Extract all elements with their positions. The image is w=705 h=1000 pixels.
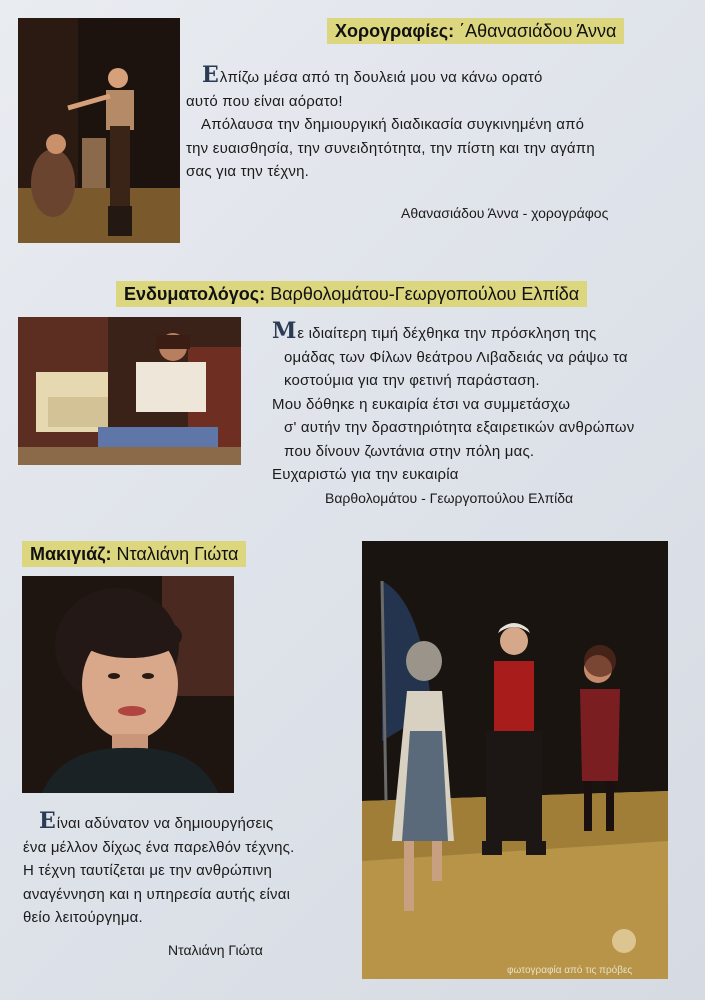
costumes-dropcap: Μ: [272, 318, 298, 344]
choreography-line: αυτό που είναι αόρατο!: [186, 92, 343, 110]
costumes-role: Ενδυματολόγος:: [124, 284, 266, 304]
choreography-line: την ευαισθησία, την συνειδητότητα, την πίστη και την αγάπη: [186, 139, 595, 157]
costumes-heading: [116, 281, 587, 307]
choreography-line: σας για την τέχνη.: [186, 163, 310, 180]
makeup-line: Η τέχνη ταυτίζεται με την ανθρώπινη: [23, 862, 273, 879]
makeup-role: Μακιγιάζ:: [30, 544, 112, 564]
costumes-line: Ευχαριστώ για την ευκαιρία: [272, 466, 459, 483]
rehearsal-photo: [362, 541, 668, 979]
choreography-dropcap: Ε: [202, 62, 220, 88]
costumes-line: σ' αυτήν την δραστηριότητα εξαιρετικών ανθρώπων: [284, 419, 635, 436]
costumes-line: Μου δόθηκε η ευκαιρία έτσι να συμμετάσχω: [272, 395, 571, 413]
makeup-dropcap: Ε: [39, 808, 57, 834]
makeup-signature: Νταλιάνη Γιώτα: [168, 942, 263, 958]
costumes-photo: [18, 317, 241, 465]
costumes-line: κοστούμια για την φετινή παράσταση.: [284, 372, 540, 389]
makeup-text: [23, 810, 294, 930]
choreography-signature: Αθανασιάδου Άννα - χορογράφος: [401, 205, 609, 221]
makeup-line: ένα μέλλον δίχως ένα παρελθόν τέχνης.: [23, 838, 295, 856]
costumes-line: που δίνουν ζωντάνια στην πόλη μας.: [284, 442, 535, 460]
choreography-role: Χορογραφίες:: [335, 21, 455, 41]
makeup-line: θείο λειτούργημα.: [23, 909, 143, 926]
choreography-text: [186, 64, 595, 184]
makeup-portrait-photo: [22, 576, 234, 793]
choreography-name: ΄Αθανασιάδου Άννα: [459, 21, 617, 41]
makeup-line: ίναι αδύνατον να δημιουργήσεις: [56, 815, 274, 832]
choreography-line: λπίζω μέσα από τη δουλειά μου να κάνω ορατό: [219, 69, 543, 86]
choreography-photo: [18, 18, 180, 243]
choreography-heading: [327, 18, 624, 44]
costumes-text: [272, 320, 634, 487]
photo-caption: φωτογραφία από τις πρόβες: [507, 965, 633, 976]
choreography-line: Απόλαυσα την δημιουργική διαδικασία συγκινημένη από: [201, 116, 585, 133]
costumes-name: Βαρθολομάτου-Γεωργοπούλου Ελπίδα: [270, 284, 580, 304]
costumes-signature: Βαρθολομάτου - Γεωργοπούλου Ελπίδα: [325, 490, 574, 506]
makeup-heading: [22, 541, 246, 567]
makeup-line: αναγέννηση και η υπηρεσία αυτής είναι: [23, 885, 291, 903]
costumes-line: ε ιδιαίτερη τιμή δέχθηκα την πρόσκληση της: [297, 325, 597, 342]
makeup-name: Νταλιάνη Γιώτα: [116, 544, 239, 564]
costumes-line: ομάδας των Φίλων θεάτρου Λιβαδειάς να ράψω τα: [284, 348, 628, 366]
